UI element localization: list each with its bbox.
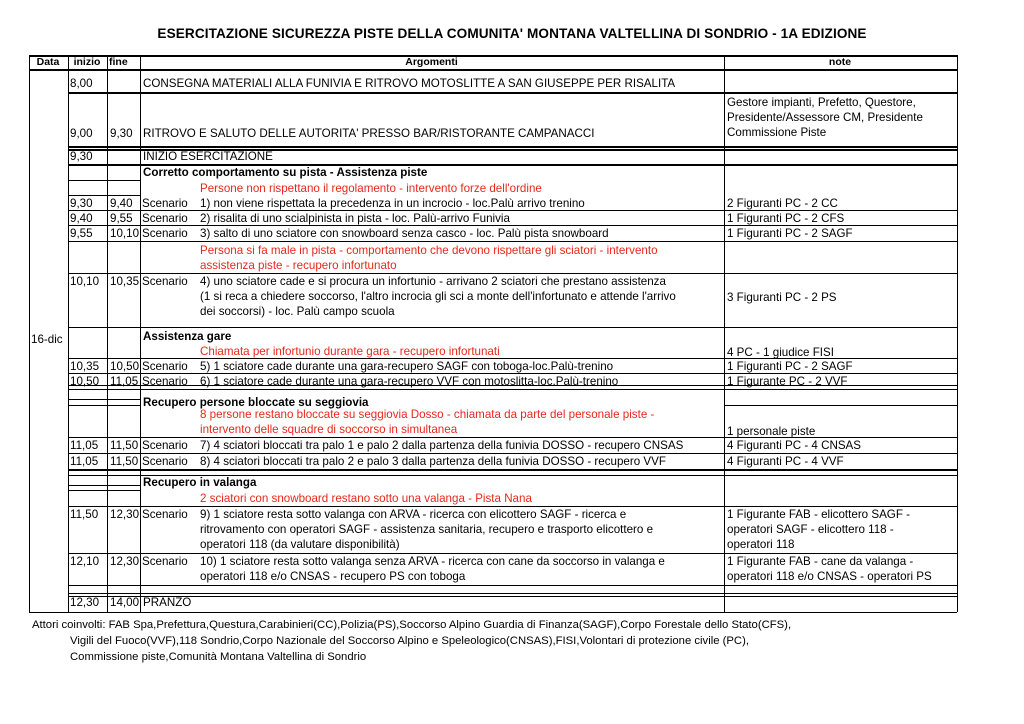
section-scenario-description: assistenza piste - recupero infortunato xyxy=(200,259,397,272)
scenario-label: Scenario xyxy=(142,508,188,521)
start-time: 11,50 xyxy=(70,508,99,521)
grid-line xyxy=(724,405,957,406)
section-scenario-description: 8 persone restano bloccate su seggiovia Dosso - chiamata da parte del personale piste - xyxy=(200,408,655,421)
end-time: 11,50 xyxy=(110,455,139,468)
grid-line xyxy=(68,195,140,196)
end-time: 9,40 xyxy=(110,197,133,210)
note-text: 3 Figuranti PC - 2 PS xyxy=(727,291,837,304)
section-title: Assistenza gare xyxy=(143,330,232,343)
start-time: 12,10 xyxy=(70,555,100,568)
end-time: 10,10 xyxy=(110,227,140,240)
start-time: 11,05 xyxy=(70,455,99,468)
section-scenario-description: Persona si fa male in pista - comportamento che devono rispettare gli sciatori - intervento xyxy=(200,244,658,257)
note-text: operatori 118 e/o CNSAS - operatori PS xyxy=(727,570,932,583)
schedule-table xyxy=(29,55,957,612)
activity-text: RITROVO E SALUTO DELLE AUTORITA' PRESSO BAR/RISTORANTE CAMPANACCI xyxy=(143,127,595,140)
note-text: 4 Figuranti PC - 4 VVF xyxy=(727,455,844,468)
activity-text: 4) uno sciatore cade e si procura un infortunio - arrivano 2 sciatori che prestano assistenza xyxy=(200,275,666,288)
start-time: 9,00 xyxy=(70,127,93,140)
actors-footnote xyxy=(32,617,791,665)
note-text: 1 Figuranti PC - 2 SAGF xyxy=(727,227,853,240)
activity-text: 1) non viene rispettata la precedenza in un incrocio - loc.Palù arrivo trenino xyxy=(200,197,585,210)
scenario-label: Scenario xyxy=(142,555,188,568)
grid-line xyxy=(68,149,957,151)
start-time: 12,30 xyxy=(70,596,100,609)
grid-line xyxy=(68,180,140,181)
grid-line xyxy=(68,373,957,374)
grid-line xyxy=(29,612,957,613)
activity-text: 3) salto di uno sciatore con snowboard senza casco - loc. Palù pista snowboard xyxy=(200,227,609,240)
grid-line xyxy=(68,593,957,594)
note-text: 1 Figurante PC - 2 VVF xyxy=(727,375,848,388)
section-scenario-description: Chiamata per infortunio durante gara - recupero infortunati xyxy=(200,345,500,358)
activity-text: dei soccorsi) - loc. Palù campo scuola xyxy=(200,305,395,318)
grid-line xyxy=(68,92,957,94)
scenario-label: Scenario xyxy=(142,360,188,373)
grid-line xyxy=(957,55,958,612)
section-title: Recupero persone bloccate su seggiovia xyxy=(143,396,369,409)
note-text: operatori 118 xyxy=(727,538,795,551)
grid-line xyxy=(68,146,957,148)
scenario-label: Scenario xyxy=(142,275,188,288)
grid-line xyxy=(68,490,140,491)
grid-line xyxy=(68,596,957,597)
header-data: Data xyxy=(36,56,60,68)
note-text: 1 Figurante FAB - cane da valanga - xyxy=(727,555,914,568)
activity-text: 5) 1 sciatore cade durante una gara-recupero SAGF con toboga-loc.Palù-trenino xyxy=(200,360,614,373)
grid-line xyxy=(724,241,957,242)
end-time: 12,30 xyxy=(110,508,140,521)
end-time: 9,30 xyxy=(110,127,133,140)
start-time: 9,30 xyxy=(70,150,93,163)
grid-line xyxy=(724,55,725,612)
scenario-label: Scenario xyxy=(142,197,188,210)
actors-line: Attori coinvolti: FAB Spa,Prefettura,Questura,Carabinieri(CC),Polizia(PS),Soccorso Alpino Guardia di Finanza(SAGF),Corpo Forestale dello Stato(CFS), xyxy=(32,619,792,631)
scenario-label: Scenario xyxy=(142,439,188,452)
note-text: 1 Figurante FAB - elicottero SAGF - xyxy=(727,508,910,521)
grid-line xyxy=(29,69,957,71)
grid-line xyxy=(68,485,140,486)
date-cell: 16-dic xyxy=(31,333,63,346)
note-text: 4 PC - 1 giudice FISI xyxy=(727,346,834,359)
note-text: 1 Figuranti PC - 2 CFS xyxy=(727,212,845,225)
activity-text: 9) 1 sciatore resta sotto valanga con ARVA - ricerca con elicottero SAGF - ricerca e xyxy=(200,508,627,521)
activity-text: 7) 4 sciatori bloccati tra palo 1 e palo 2 dalla partenza della funivia DOSSO - recupero CNSAS xyxy=(200,439,684,452)
grid-line xyxy=(107,55,108,612)
note-text: 1 Figuranti PC - 2 SAGF xyxy=(727,360,853,373)
grid-line xyxy=(68,437,957,438)
grid-line xyxy=(68,385,957,386)
grid-line xyxy=(68,225,957,226)
activity-text: 2) risalita di uno scialpinista in pista - loc. Palù-arrivo Funivia xyxy=(200,212,510,225)
header-note: note xyxy=(828,56,852,68)
grid-line xyxy=(724,585,957,586)
grid-line xyxy=(68,273,957,274)
scenario-label: Scenario xyxy=(142,227,188,240)
end-time: 12,30 xyxy=(110,555,140,568)
end-time: 14,00 xyxy=(110,596,140,609)
end-time: 9,55 xyxy=(110,212,133,225)
start-time: 10,35 xyxy=(70,360,100,373)
end-time: 11,50 xyxy=(110,439,139,452)
activity-text: PRANZO xyxy=(143,596,192,609)
grid-line xyxy=(68,399,140,400)
note-text: Presidente/Assessore CM, Presidente xyxy=(727,111,923,124)
actors-line: Commissione piste,Comunità Montana Valtellina di Sondrio xyxy=(70,651,367,663)
grid-line xyxy=(68,553,957,554)
start-time: 11,05 xyxy=(70,439,99,452)
activity-text: 10) 1 sciatore resta sotto valanga senza ARVA - ricerca con cane da soccorso in valanga e xyxy=(200,555,665,568)
activity-text: CONSEGNA MATERIALI ALLA FUNIVIA E RITROVO MOTOSLITTE A SAN GIUSEPPE PER RISALITA xyxy=(143,77,676,90)
grid-line xyxy=(29,55,30,612)
note-text: Gestore impianti, Prefetto, Questore, xyxy=(727,96,916,109)
section-scenario-description: 2 sciatori con snowboard restano sotto una valanga - Pista Nana xyxy=(200,492,532,505)
section-title: Recupero in valanga xyxy=(143,476,257,489)
header-inizio: inizio xyxy=(73,56,101,68)
grid-line xyxy=(68,358,957,359)
grid-line xyxy=(68,55,69,612)
note-text: 1 personale piste xyxy=(727,425,816,438)
grid-line xyxy=(29,55,957,57)
grid-line xyxy=(724,469,957,470)
header-argomenti: Argomenti xyxy=(405,56,458,68)
header-fine: fine xyxy=(109,56,128,68)
grid-line xyxy=(68,389,957,390)
grid-line xyxy=(68,506,957,507)
grid-line xyxy=(68,405,140,406)
grid-line xyxy=(68,470,957,471)
note-text: 2 Figuranti PC - 2 CC xyxy=(727,197,838,210)
scenario-label: Scenario xyxy=(142,375,188,388)
start-time: 10,10 xyxy=(70,275,100,288)
scenario-label: Scenario xyxy=(142,455,188,468)
note-text: Commissione Piste xyxy=(727,126,827,139)
end-time: 10,35 xyxy=(110,275,140,288)
grid-line xyxy=(140,55,141,612)
activity-text: 8) 4 sciatori bloccati tra palo 2 e palo 3 dalla partenza della funivia DOSSO - recupero VVF xyxy=(200,455,666,468)
activity-text: INIZIO ESERCITAZIONE xyxy=(143,150,273,163)
activity-text: operatori 118 e/o CNSAS - recupero PS con toboga xyxy=(200,570,466,583)
note-text: operatori SAGF - elicottero 118 - xyxy=(727,523,894,536)
grid-line xyxy=(68,210,957,211)
start-time: 10,50 xyxy=(70,375,100,388)
grid-line xyxy=(68,164,957,166)
grid-line xyxy=(724,327,957,328)
activity-text: 6) 1 sciatore cade durante una gara-recupero VVF con motoslitta-loc.Palù-trenino xyxy=(200,375,619,388)
grid-line xyxy=(68,475,957,476)
start-time: 8,00 xyxy=(70,77,93,90)
start-time: 9,30 xyxy=(70,197,93,210)
section-scenario-description: intervento delle squadre di soccorso in simultanea xyxy=(200,423,458,436)
section-scenario-description: Persone non rispettano il regolamento - intervento forze dell'ordine xyxy=(200,182,542,195)
note-text: 4 Figuranti PC - 4 CNSAS xyxy=(727,439,862,452)
start-time: 9,40 xyxy=(70,212,93,225)
end-time: 11,05 xyxy=(110,375,139,388)
actors-line: Vigili del Fuoco(VVF),118 Sondrio,Corpo Nazionale del Soccorso Alpino e Speleologico(CNSAS),FISI,Volontari di protezione civile (PC), xyxy=(70,635,749,647)
end-time: 10,50 xyxy=(110,360,140,373)
scenario-label: Scenario xyxy=(142,212,188,225)
page-title: ESERCITAZIONE SICUREZZA PISTE DELLA COMUNITA' MONTANA VALTELLINA DI SONDRIO - 1A EDIZIONE xyxy=(157,26,867,41)
section-title: Corretto comportamento su pista - Assistenza piste xyxy=(143,166,428,179)
grid-line xyxy=(68,453,957,454)
start-time: 9,55 xyxy=(70,227,93,240)
activity-text: operatori 118 (da valutare disponibilità) xyxy=(200,538,400,551)
activity-text: (1 si reca a chiedere soccorso, l'altro incrocia gli sci a monte dell'infortunato e attende l'arrivo xyxy=(200,290,676,303)
activity-text: ritrovamento con operatori SAGF - assistenza sanitaria, recupero e trasporto elicottero e xyxy=(200,523,654,536)
